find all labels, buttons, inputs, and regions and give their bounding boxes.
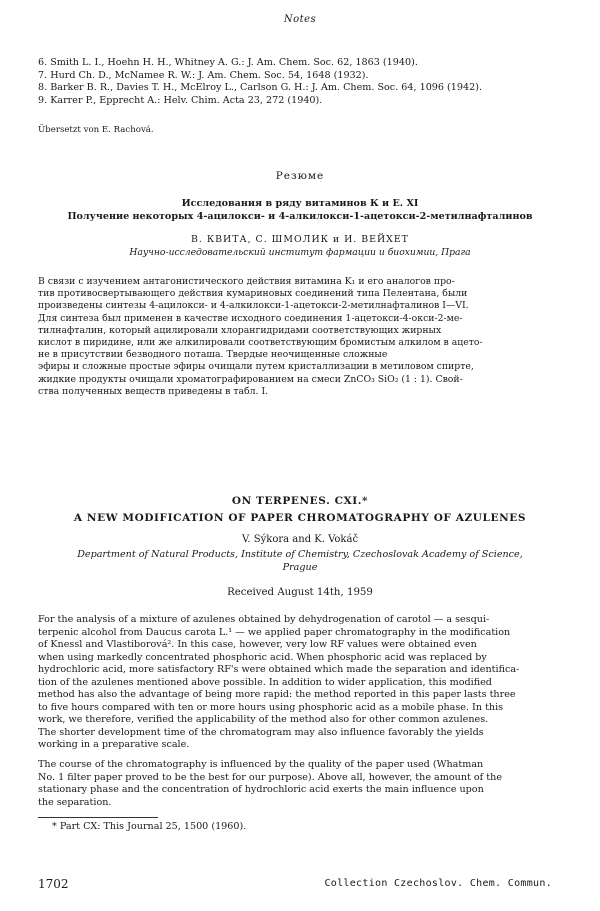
paragraph-line: working in a preparative scale. [38,739,190,750]
paragraph-line: work, we therefore, verified the applicability of the method also for other common azulenes. [38,714,489,725]
paragraph-line: The course of the chromatography is influenced by the quality of the paper used (Whatman [38,759,484,770]
resume-authors: В. КВИТА, С. ШМОЛИК и И. ВЕЙХЕТ [191,234,409,245]
resume-title-line-2: Получение некоторых 4-ацилокси- и 4-алкилокси-1-ацетокси-2-метилнафталинов [67,211,533,222]
paragraph-line: The shorter development time of the chromatogram may also influence favorably the yields [38,726,484,738]
article-title-series: ON TERPENES. CXI.* [231,495,369,507]
resume-line: Для синтеза был применен в качестве исходного соединения 1-ацетокси-4-окси-2-ме- [38,312,463,324]
resume-institute: Научно-исследовательский институт фармации и биохимии, Прага [129,247,471,258]
resume-title-line-1: Исследования в ряду витаминов К и Е. XI [181,198,419,209]
paragraph-line: terpenic alcohol from Daucus carota L.¹ — we applied paper chromatography in the modification [38,626,511,638]
footnote-divider [38,817,158,818]
article-paragraph-2 [38,759,578,809]
resume-title [20,197,580,223]
paragraph-line: when using markedly concentrated phosphoric acid. When phosphoric acid was replaced by [38,651,487,663]
paragraph-line: hydrochloric acid, more satisfactory RF's were obtained which made the separation and identifica- [38,664,520,675]
resume-line: жидкие продукты очищали хроматографированием на смеси ZnCO₃ SiO₂ (1 : 1). Свой- [38,373,463,385]
resume-line: эфиры и сложные простые эфиры очищали путем кристаллизации в метиловом спирте, [38,361,474,373]
page-number: 1702 [38,877,69,891]
article-institute-line-1: Department of Natural Products, Institute of Chemistry, Czechoslovak Academy of Science, [77,549,523,560]
paragraph-line: For the analysis of a mixture of azulenes obtained by dehydrogenation of carotol — a sesqui- [38,614,490,625]
journal-name: Collection Czechoslov. Chem. Commun. [324,878,552,889]
resume-line: тилнафталин, который ацилировали хлорангидридами соответствующих жирных [38,324,442,336]
running-header: Notes [283,14,317,25]
resume-line: В связи с изучением антагонистического действия витамина K₁ и его аналогов про- [38,276,455,287]
resume-line: тив противосвертывающего действия кумариновых соединений типа Пелентана, были [38,288,468,300]
reference-7: 7. Hurd Ch. D., McNamee R. W.: J. Am. Chem. Soc. 54, 1648 (1932). [38,69,369,81]
article-authors: V. Sýkora and K. Vokáč [241,534,359,545]
article-institute-line-2: Prague [282,561,318,573]
footnote: * Part CX: This Journal 25, 1500 (1960). [52,821,247,832]
paragraph-line: tion of the azulenes mentioned above possible. In addition to wider application, this modified [38,676,492,688]
received-date: Received August 14th, 1959 [227,587,373,598]
resume-line: кислот в пиридине, или же алкилировали соответствующим бромистым алкилом в ацето- [38,337,483,349]
reference-9: 9. Karrer P., Epprecht A.: Helv. Chim. Acta 23, 272 (1940). [38,94,323,106]
paragraph-line: method has also the advantage of being more rapid: the method reported in this paper lasts three [38,689,516,700]
paragraph-line: to five hours compared with ten or more hours using phosphoric acid as a mobile phase. In this [38,701,504,713]
resume-body [38,276,578,398]
reference-8: 8. Barker B. R., Davies T. H., McElroy L., Carlson G. H.: J. Am. Chem. Soc. 64, 1096 (1942). [38,82,482,94]
resume-line: ства полученных веществ приведены в табл. I. [38,385,269,397]
paragraph-line: No. 1 filter paper proved to be the best for our purpose). Above all, however, the amount of the [38,771,502,783]
reference-6: 6. Smith L. I., Hoehn H. H., Whitney A. G.: J. Am. Chem. Soc. 62, 1863 (1940). [38,57,418,68]
translator-note: Übersetzt von E. Rachová. [38,125,154,135]
paragraph-line: of Knessl and Vlastiborová². In this case, however, very low RF values were obtained even [38,639,477,650]
reference-list [38,57,578,107]
paragraph-line: the separation. [38,796,112,808]
resume-line: не в присутствии безводного поташа. Твердые неочищенные сложные [38,349,388,361]
article-paragraph-1 [38,614,578,752]
resume-line: произведены синтезы 4-ацилокси- и 4-алкилокси-1-ацетокси-2-метилнафталинов I—VI. [38,300,469,312]
paragraph-line: stationary phase and the concentration of hydrochloric acid exerts the main influence upon [38,784,484,795]
article-title: A NEW MODIFICATION OF PAPER CHROMATOGRAPHY OF AZULENES [73,512,527,524]
article-institute [40,549,560,574]
resume-heading: Резюме [275,170,325,182]
